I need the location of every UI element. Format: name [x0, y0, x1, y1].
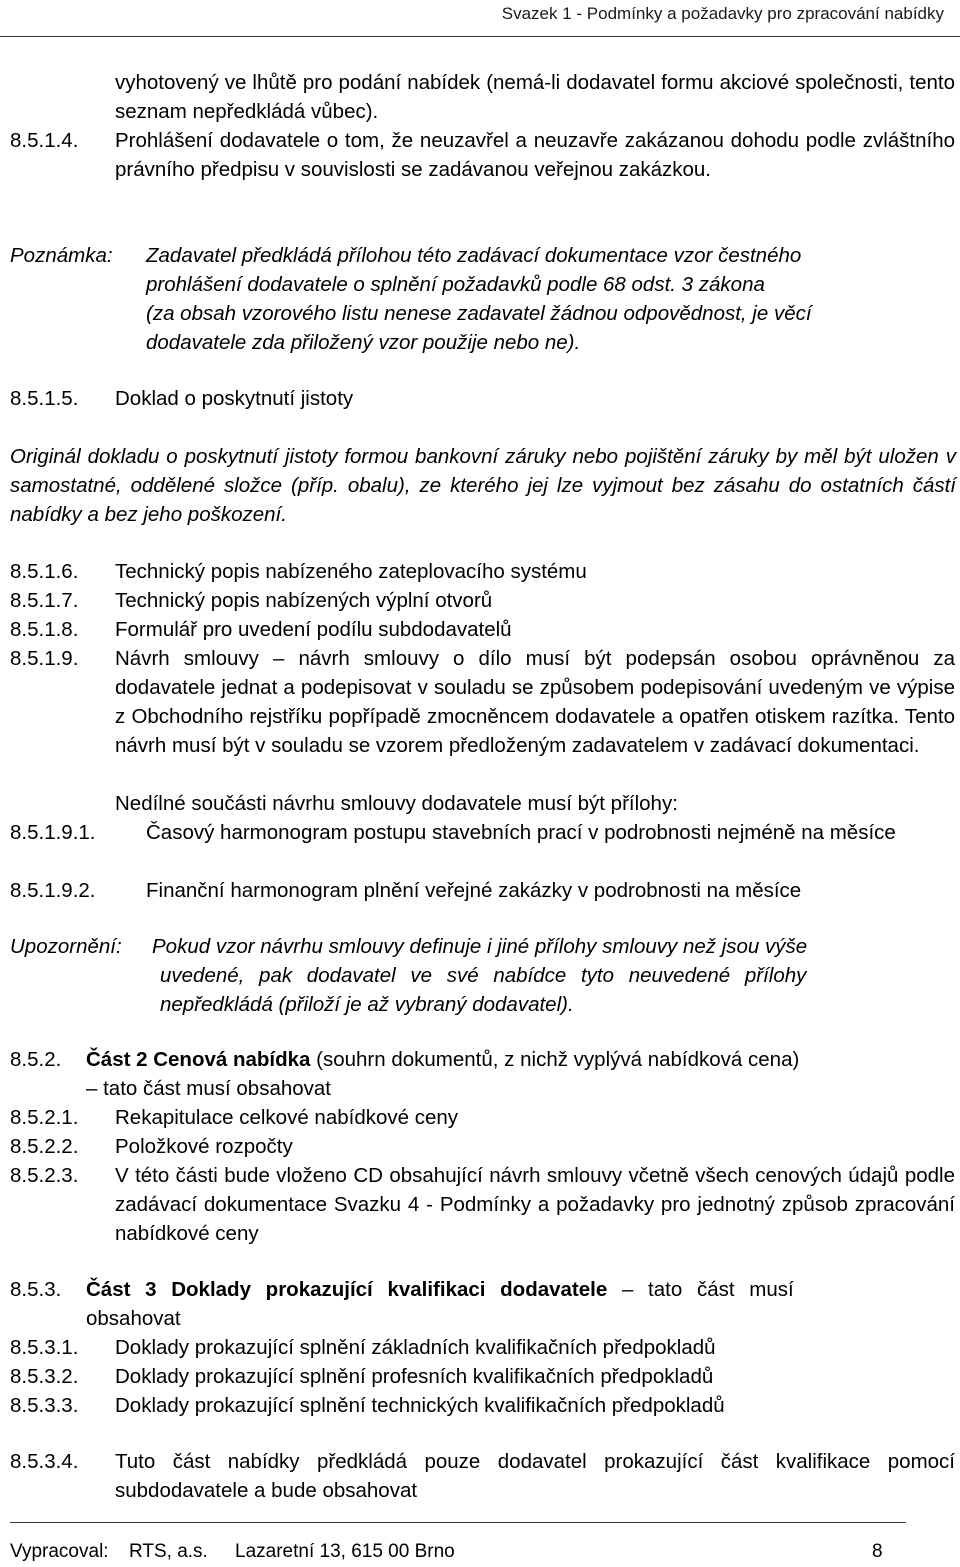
item-number: 8.5.3.4.	[10, 1450, 79, 1473]
warning-line: uvedené, pak dodavatel ve své nabídce tyto neuvedené přílohy	[160, 964, 807, 987]
item-number: 8.5.2.3.	[10, 1164, 79, 1187]
section-heading	[86, 1045, 799, 1103]
header-title: Svazek 1 - Podmínky a požadavky pro zpracování nabídky	[501, 4, 944, 23]
footer-label: Vypracoval:	[10, 1541, 109, 1562]
intro-paragraph: vyhotovený ve lhůtě pro podání nabídek (nemá-li dodavatel formu akciové společnosti, tento seznam nepředkládá vůbec).	[115, 71, 955, 123]
item-text: Formulář pro uvedení podílu subdodavatelů	[115, 618, 512, 641]
item-text: Finanční harmonogram plnění veřejné zakázky v podrobnosti na měsíce	[146, 879, 802, 902]
item-text: Doklad o poskytnutí jistoty	[115, 387, 354, 410]
item-number: 8.5.1.8.	[10, 618, 79, 641]
item-number: 8.5.1.9.1.	[10, 821, 96, 844]
item-text: Doklady prokazující splnění technických kvalifikačních předpokladů	[115, 1394, 725, 1417]
item-number: 8.5.1.7.	[10, 589, 79, 612]
item-number: 8.5.1.4.	[10, 129, 79, 152]
header-rule	[0, 36, 960, 37]
note-label: Poznámka:	[10, 244, 113, 267]
item-text: Nedílné součásti návrhu smlouvy dodavatele musí být přílohy:	[115, 792, 678, 815]
section-heading	[86, 1275, 956, 1333]
note-text	[146, 241, 956, 357]
item-text: Technický popis nabízených výplní otvorů	[115, 589, 493, 612]
footer-address: Lazaretní 13, 615 00 Brno	[235, 1541, 455, 1562]
note-line: (za obsah vzorového listu nenese zadavatel žádnou odpovědnost, je věcí	[146, 302, 812, 325]
item-text: Doklady prokazující splnění základních kvalifikačních předpokladů	[115, 1336, 716, 1359]
item-number: 8.5.1.9.	[10, 647, 79, 670]
section-number: 8.5.3.	[10, 1278, 62, 1301]
warning-label: Upozornění:	[10, 935, 122, 958]
note-line: Zadavatel předkládá přílohou této zadávací dokumentace vzor čestného	[146, 244, 802, 267]
page-number: 8	[872, 1541, 883, 1562]
section-number: 8.5.2.	[10, 1048, 62, 1071]
item-text: Tuto část nabídky předkládá pouze dodavatel prokazující část kvalifikace pomocí subdodavatele a bude obsahovat	[115, 1450, 955, 1502]
section-line: – tato část musí obsahovat	[86, 1077, 331, 1100]
item-number: 8.5.2.1.	[10, 1106, 79, 1129]
item-number: 8.5.1.5.	[10, 387, 79, 410]
item-text: Položkové rozpočty	[115, 1135, 293, 1158]
item-number: 8.5.1.9.2.	[10, 879, 96, 902]
section-title: Část 3 Doklady prokazující kvalifikaci dodavatele	[86, 1278, 608, 1301]
section-line: Část 2 Cenová nabídka (souhrn dokumentů, z nichž vyplývá nabídková cena)	[86, 1048, 800, 1071]
item-text: Technický popis nabízeného zateplovacího systému	[115, 560, 587, 583]
guarantee-paragraph: Originál dokladu o poskytnutí jistoty formou bankovní záruky nebo pojištění záruky by měl být uložen v samostatné, oddělené složce (příp. obalu), ze kterého jej lze vyjmout bez zásahu do ostatních částí nabídky a bez jeho poškození.	[10, 445, 956, 526]
item-text: Prohlášení dodavatele o tom, že neuzavřel a neuzavře zakázanou dohodu podle zvláštního právního předpisu v souvislosti se zadávanou veřejnou zakázkou.	[115, 129, 955, 181]
footer-rule	[10, 1522, 906, 1523]
warning-text	[152, 932, 956, 1019]
item-text: Rekapitulace celkové nabídkové ceny	[115, 1106, 459, 1129]
footer-company: RTS, a.s.	[129, 1541, 208, 1562]
page-header	[0, 0, 960, 36]
section-line: Část 3 Doklady prokazující kvalifikaci dodavatele – tato část musí	[86, 1278, 794, 1301]
item-text: Návrh smlouvy – návrh smlouvy o dílo musí být podepsán osobou oprávněnou za dodavatele jednat a podepisovat v souladu se způsobem podepisování uvedeným ve výpise z Obchodního rejstříku popřípadě zmocněncem dodavatele a opatřen otiskem razítka. Tento návrh musí být v souladu se vzorem předloženým zadavatelem v zadávací dokumentaci.	[115, 647, 955, 757]
item-number: 8.5.3.1.	[10, 1336, 79, 1359]
section-title: Část 2 Cenová nabídka	[86, 1048, 311, 1071]
note-line: dodavatele zda přiložený vzor použije nebo ne).	[146, 331, 581, 354]
item-number: 8.5.3.3.	[10, 1394, 79, 1417]
warning-line: Pokud vzor návrhu smlouvy definuje i jiné přílohy smlouvy než jsou výše	[152, 935, 808, 958]
item-text: Časový harmonogram postupu stavebních prací v podrobnosti nejméně na měsíce	[146, 821, 896, 844]
note-line: prohlášení dodavatele o splnění požadavků podle 68 odst. 3 zákona	[146, 273, 765, 296]
item-text: V této části bude vloženo CD obsahující návrh smlouvy včetně všech cenových údajů podle zadávací dokumentace Svazku 4 - Podmínky a požadavky pro jednotný způsob zpracování nabídkové ceny	[115, 1164, 955, 1245]
item-number: 8.5.1.6.	[10, 560, 79, 583]
warning-line: nepředkládá (přiloží je až vybraný dodavatel).	[160, 993, 574, 1016]
item-text: Doklady prokazující splnění profesních kvalifikačních předpokladů	[115, 1365, 714, 1388]
section-line: obsahovat	[86, 1307, 181, 1330]
item-number: 8.5.2.2.	[10, 1135, 79, 1158]
item-number: 8.5.3.2.	[10, 1365, 79, 1388]
